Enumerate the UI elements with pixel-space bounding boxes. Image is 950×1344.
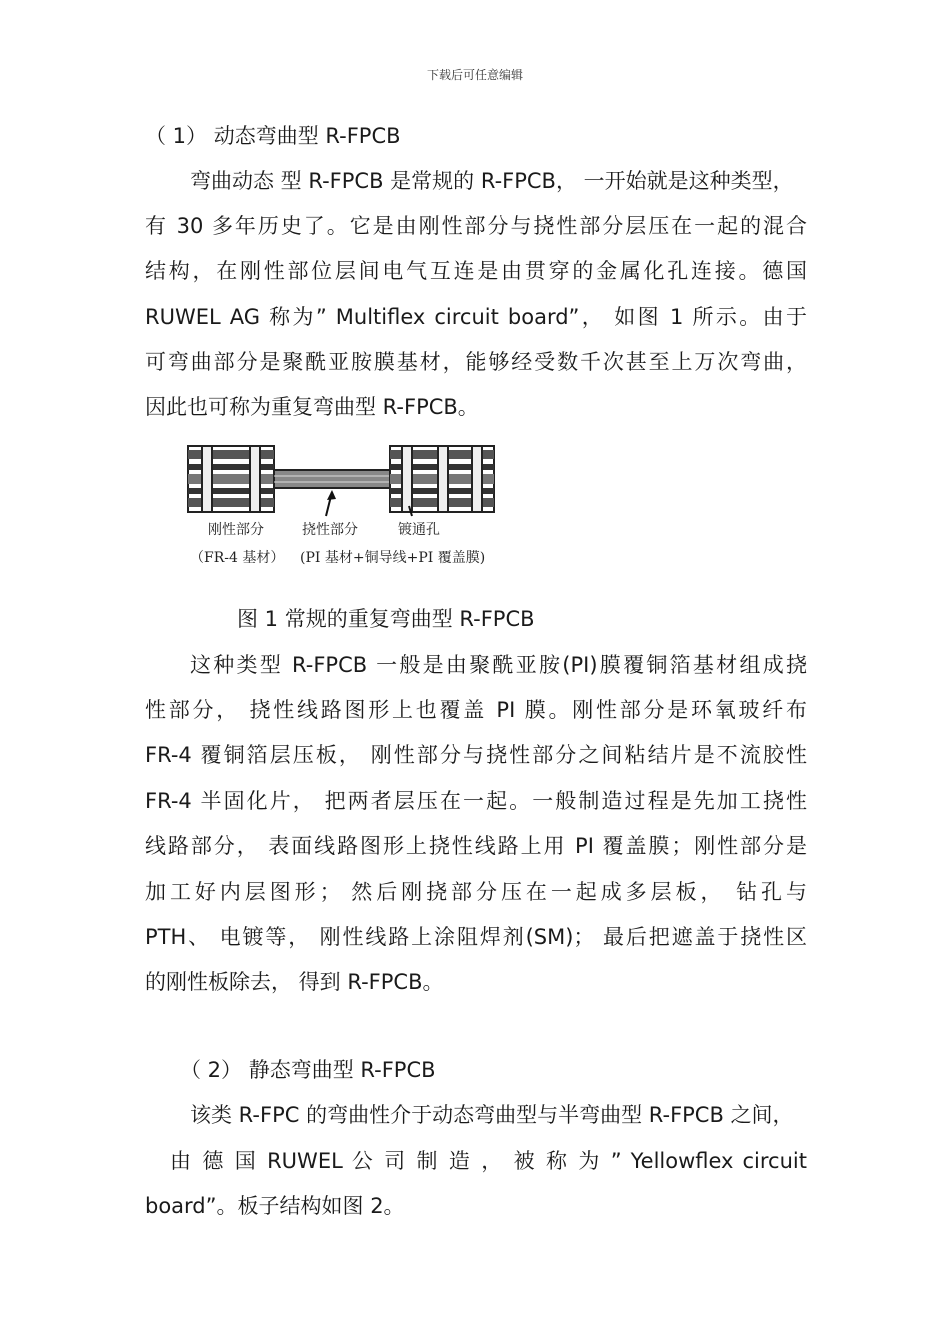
para1-line: RUWEL AG 称为” Multiflex circuit board”， 如图 1 所示。由于 [145, 305, 807, 329]
para2-line: PTH、 电镀等， 刚性线路上涂阻焊剂(SM)； 最后把遮盖于挠性区 [145, 925, 807, 949]
label-flex-sub: (PI 基材+铜导线+PI 覆盖膜) [300, 550, 486, 566]
para2-line: 的刚性板除去， 得到 R-FPCB。 [145, 970, 444, 994]
figure1-caption: 图 1 常规的重复弯曲型 R-FPCB [237, 607, 535, 631]
para2-line: FR-4 半固化片， 把两者层压在一起。一般制造过程是先加工挠性 [145, 789, 807, 813]
para1-line: 有 30 多年历史了。它是由刚性部分与挠性部分层压在一起的混合 [145, 214, 807, 238]
page-header: 下载后可任意编辑 [426, 68, 523, 82]
para1-line: 因此也可称为重复弯曲型 R-FPCB。 [145, 395, 479, 419]
para2-line: 加工好内层图形； 然后刚挠部分压在一起成多层板， 钻孔与 [145, 880, 807, 904]
para1-line: 弯曲动态 型 R-FPCB 是常规的 R-FPCB， 一开始就是这种类型， [190, 169, 794, 193]
section2-heading: （ 2） 静态弯曲型 R-FPCB [180, 1058, 436, 1082]
section1-heading: （ 1） 动态弯曲型 R-FPCB [145, 124, 401, 148]
figure1-rigid-flex-diagram [180, 440, 510, 575]
section2-line: 由 德 国 RUWEL 公 司 制 造 ， 被 称 为 ” Yellowflex circuit [170, 1149, 807, 1173]
section2-line: 该类 R-FPC 的弯曲性介于动态弯曲型与半弯曲型 R-FPCB 之间， [190, 1103, 794, 1127]
label-via: 镀通孔 [398, 522, 440, 538]
flex-arrow-head [327, 490, 336, 500]
label-rigid: 刚性部分 [208, 522, 264, 538]
para2-line: FR-4 覆铜箔层压板， 刚性部分与挠性部分之间粘结片是不流胶性 [145, 743, 807, 767]
label-rigid-sub: （FR-4 基材） [190, 550, 285, 566]
flex-section [274, 470, 390, 488]
rigid-section-left [188, 446, 274, 512]
section2-line: board”。板子结构如图 2。 [145, 1194, 405, 1218]
label-flex: 挠性部分 [302, 522, 358, 538]
para1-line: 结构，在刚性部位层间电气互连是由贯穿的金属化孔连接。德国 [145, 259, 807, 283]
para2-line: 性部分， 挠性线路图形上也覆盖 PI 膜。刚性部分是环氧玻纤布 [145, 698, 807, 722]
rigid-section-right [390, 446, 494, 512]
para2-line: 这种类型 R-FPCB 一般是由聚酰亚胺(PI)膜覆铜箔基材组成挠 [190, 653, 807, 677]
para1-line: 可弯曲部分是聚酰亚胺膜基材，能够经受数千次甚至上万次弯曲， [145, 350, 807, 374]
para2-line: 线路部分， 表面线路图形上挠性线路上用 PI 覆盖膜；刚性部分是 [145, 834, 807, 858]
